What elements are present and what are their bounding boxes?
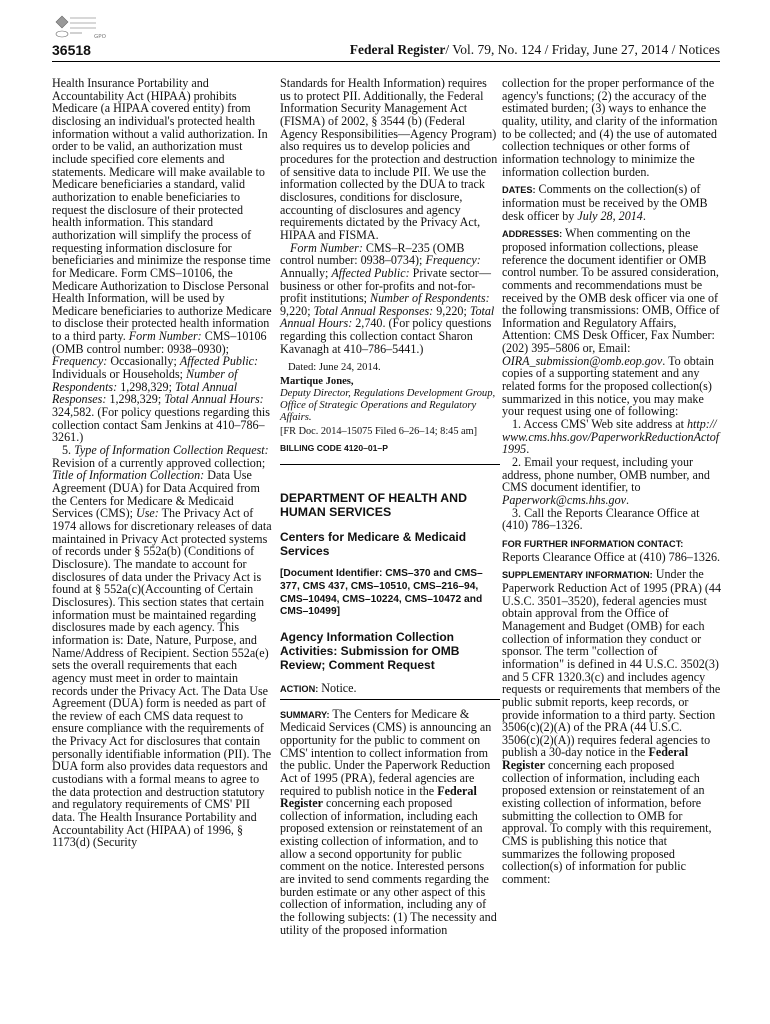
dates-section: DATES: Comments on the collection(s) of information must be received by the OMB desk officer by July 28, 2014.	[502, 182, 708, 223]
billing-code: BILLING CODE 4120–01–P	[280, 442, 500, 465]
issue-info: / Vol. 79, No. 124 / Friday, June 27, 2014 / Notices	[445, 42, 720, 57]
svg-text:GPO: GPO	[94, 34, 106, 40]
list-item: 3. Call the Reports Clearance Office at (410) 786–1326.	[502, 505, 700, 533]
fr-doc-filing: [FR Doc. 2014–15075 Filed 6–26–14; 8:45 am]	[280, 426, 478, 438]
page-header	[52, 40, 720, 62]
gpo-seal-icon	[52, 12, 114, 42]
column-2	[280, 77, 500, 936]
signer-name: Martique Jones,	[280, 376, 354, 388]
summary-paragraph: SUMMARY: The Centers for Medicare & Medicaid Services (CMS) is announcing an opportunity for the public to comment on CMS' intention to collect information from the public. Under the Paperwork Reduction Act of 1995 (PRA), federal agencies are required to publish notice in the Federal Register concerning each proposed collection of information, including each proposed extension or reinstatement of an existing collection of information, and to allow a second opportunity for public comment on the notice. Interested persons are invited to send comments regarding the burden estimate or any other aspect of this collection of information, including any of the following subjects: (1) The necessity and utility of the proposed information	[280, 706, 497, 937]
column-3	[502, 77, 722, 886]
contact-section: FOR FURTHER INFORMATION CONTACT: Reports Clearance Office at (410) 786–1326.	[502, 538, 721, 564]
paragraph: Form Number: CMS–R–235 (OMB control number: 0938–0734); Frequency: Annually; Affected Public: Private sector—business or other for-profits and not-for-profit institutions; Number of Respondents: 9,220; Total Annual Responses: 9,220; Total Annual Hours: 2,740. (For policy questions regarding this collection contact Sharon Kavanagh at 410–786–5441.)	[280, 240, 495, 356]
signer-title: Deputy Director, Regulations Development Group, Office of Strategic Operations and Regulatory Affairs.	[280, 388, 496, 424]
action-line: ACTION: Notice.	[280, 682, 500, 700]
document-identifier: [Document Identifier: CMS–370 and CMS–377, CMS 437, CMS–10510, CMS–216–94, CMS–10494, CMS–10224, CMS–10472 and CMS–10499]	[280, 568, 483, 618]
omb-email-link[interactable]: OIRA_submission@omb.eop.gov	[502, 353, 663, 368]
list-item: 1. Access CMS' Web site address at http://www.cms.hhs.gov/PaperworkReductionActof1995.	[502, 417, 720, 457]
paragraph: Standards for Health Information) requires us to protect PII. Additionally, the Federal Information Security Management Act (FISMA) of 2002, § 3544 (b) (Federal Agency Responsibilities—Agency Program) also requires us to develop policies and procedures for the protection and destruction of sensitive data to include PII. We use the information collected by the DUA to track disclosures, conditions for disclosure, accounting of disclosures and agency requirements dictated by the Privacy Act, HIPAA and FISMA.	[280, 76, 498, 242]
cms-website-link[interactable]: http://www.cms.hhs.gov/PaperworkReductionActof1995	[502, 417, 720, 457]
paragraph: 5. Type of Information Collection Request: Revision of a currently approved collection; Title of Information Collection: Data Use Agreement (DUA) for Data Acquired from the Centers for Medicare & Medicaid Services (CMS); Use: The Privacy Act of 1974 allows for discretionary releases of data maintained in Privacy Act protected systems of records under § 552a(b) (Conditions of Disclosure). The mandate to account for disclosures of data under the Privacy Act is found at § 552a(c)(Accounting of Certain Disclosures). This section states that certain information must be maintained regarding disclosures made by each agency. This information is: Date, Nature, Purpose, and Name/Address of Recipient. Section 552a(e) sets the overall requirements that each agency must meet in order to maintain records under the Privacy Act. The Data Use Agreement (DUA) form is needed as part of the review of each CMS data request to ensure compliance with the requirements of the Privacy Act for disclosures that contain personally identifiable information (PII). The DUA form also provides data requestors and custodians with a formal means to agree to the data protection and destruction statutory and regulatory requirements of CMS' PII data. The Health Insurance Portability and Accountability Act (HIPAA) of 1996, § 1173(d) (Security	[52, 443, 272, 850]
addresses-section: ADDRESSES: When commenting on the proposed information collections, please reference the document identifier or OMB control number. To be assured consideration, comments and recommendations must be received by the OMB desk officer via one of the following transmissions: OMB, Office of Information and Regulatory Affairs, Attention: CMS Desk Officer, Fax Number: (202) 395–5806 or, Email: OIRA_submission@omb.eop.gov. To obtain copies of a supporting statement and any related forms for the proposed collection(s) summarized in this notice, you may make your request using one of following:	[502, 226, 720, 419]
agency-heading: DEPARTMENT OF HEALTH AND HUMAN SERVICES	[280, 491, 467, 520]
running-head	[350, 42, 720, 58]
page-number: 36518	[52, 42, 91, 58]
gpo-authentication-seal	[52, 12, 114, 42]
list-item: 2. Email your request, including your address, phone number, OMB number, and CMS document identifier, to Paperwork@cms.hhs.gov.	[502, 455, 710, 507]
paperwork-email-link[interactable]: Paperwork@cms.hhs.gov	[502, 493, 626, 507]
supplementary-section: SUPPLEMENTARY INFORMATION: Under the Paperwork Reduction Act of 1995 (PRA) (44 U.S.C. 3501–3520), federal agencies must obtain approval from the Office of Management and Budget (OMB) for each collection of information they conduct or sponsor. The term "collection of information" is defined in 44 U.S.C. 3502(3) and 5 CFR 1320.3(c) and includes agency requests or requirements that members of the public submit reports, keep records, or provide information to a third party. Section 3506(c)(2)(A) of the PRA (44 U.S.C. 3506(c)(2)(A)) requires federal agencies to publish a 30-day notice in the Federal Register concerning each proposed collection of information, including each proposed extension or reinstatement of an existing collection of information, before submitting the collection to OMB for approval. To comply with this requirement, CMS is publishing this notice that summarizes the following proposed collection(s) of information for public comment:	[502, 567, 721, 887]
paragraph: Health Insurance Portability and Accountability Act (HIPAA) prohibits Medicare (a HIPAA covered entity) from disclosing an individual's protected health information without a valid authorization. In order to be valid, an authorization must include specified core elements and statements. Medicare will make available to Medicare beneficiaries a standard, valid authorization to enable beneficiaries to request the disclosure of their protected health information. This standard authorization will simplify the process of requesting information disclosure for beneficiaries and minimize the response time for Medicare. Form CMS–10106, the Medicare Authorization to Disclose Personal Health Information, will be used by Medicare beneficiaries to authorize Medicare to disclose their protected health information to a third party. Form Number: CMS–10106 (OMB control number: 0938–0930); Frequency: Occasionally; Affected Public: Individuals or Households; Number of Respondents: 1,298,329; Total Annual Responses: 1,298,329; Total Annual Hours: 324,582. (For policy questions regarding this collection contact Sam Jenkins at 410–786–3261.)	[52, 76, 272, 445]
column-1	[52, 77, 272, 849]
publication-name: Federal Register	[349, 42, 446, 57]
signature-date: Dated: June 24, 2014.	[288, 362, 381, 374]
paragraph: collection for the proper performance of the agency's functions; (2) the accuracy of the estimated burden; (3) ways to enhance the quality, utility, and clarity of the information to be collected; and (4) the use of automated collection techniques or other forms of information technology to minimize the information collection burden.	[502, 76, 718, 179]
document-title: Agency Information Collection Activities: Submission for OMB Review; Comment Request	[280, 629, 460, 672]
subagency-heading: Centers for Medicare & Medicaid Services	[280, 530, 467, 559]
